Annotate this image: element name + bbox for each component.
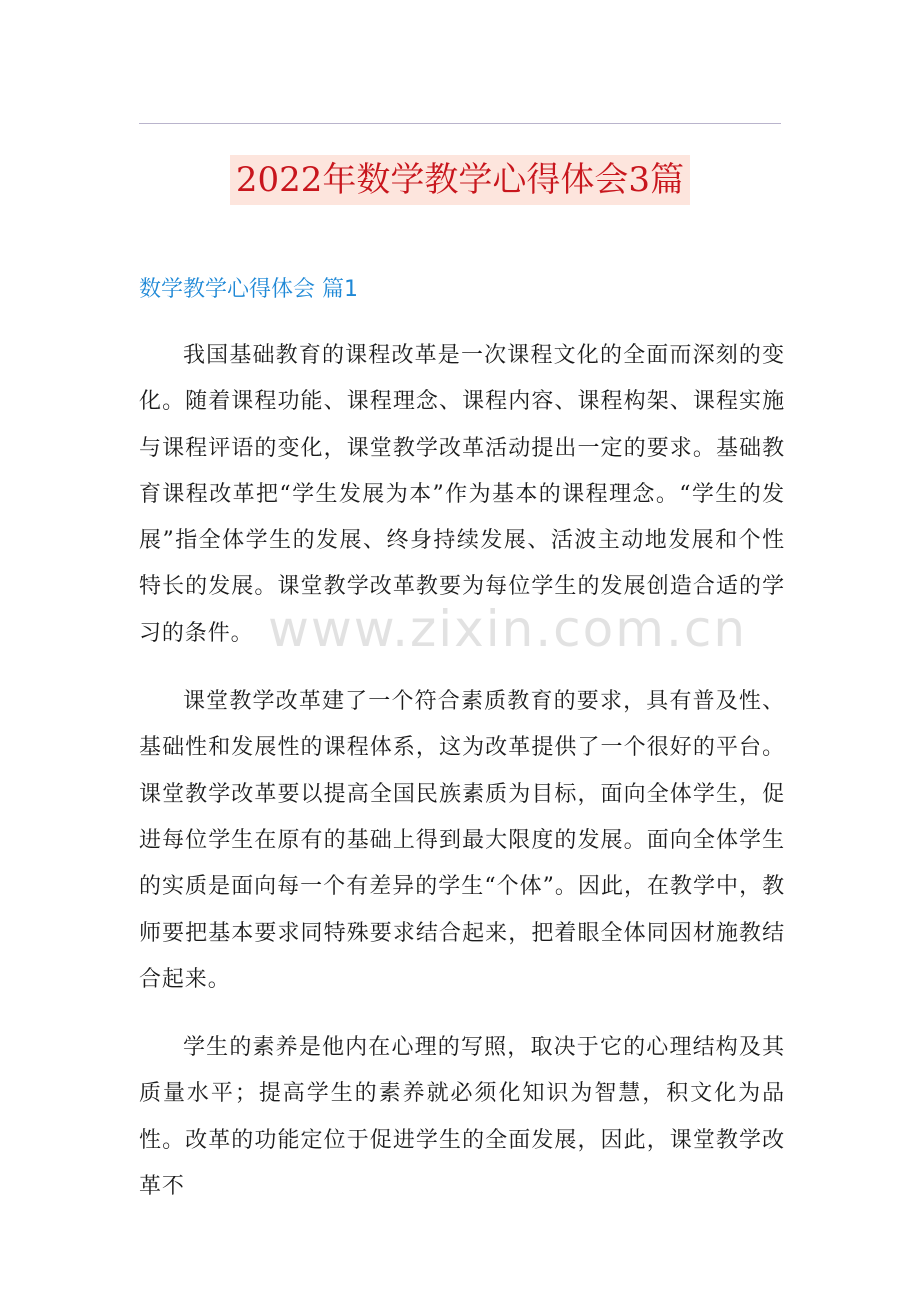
document-title: 2022年数学教学心得体会3篇 (230, 155, 690, 205)
paragraph-1: 我国基础教育的课程改革是一次课程文化的全面而深刻的变化。随着课程功能、课程理念、课程内容、课程构架、课程实施与课程评语的变化，课堂教学改革活动提出一定的要求。基础教育课程改革把“学生发展为本”作为基本的课程理念。“学生的发展”指全体学生的发展、终身持续发展、活波主动地发展和个性特长的发展。课堂教学改革教要为每位学生的发展创造合适的学习的条件。 (139, 343, 785, 646)
section-heading: 数学教学心得体会 篇1 (139, 277, 358, 302)
paragraph-3: 学生的素养是他内在心理的写照，取决于它的心理结构及其质量水平；提高学生的素养就必须化知识为智慧，积文化为品性。改革的功能定位于促进学生的全面发展，因此，课堂教学改革不 (139, 1035, 785, 1200)
paragraph-2: 课堂教学改革建了一个符合素质教育的要求，具有普及性、基础性和发展性的课程体系，这为改革提供了一个很好的平台。课堂教学改革要以提高全国民族素质为目标，面向全体学生，促进每位学生在原有的基础上得到最大限度的发展。面向全体学生的实质是面向每一个有差异的学生“个体”。因此，在教学中，教师要把基本要求同特殊要求结合起来，把着眼全体同因材施教结合起来。 (139, 689, 785, 992)
title-block (0, 155, 920, 205)
document-body (139, 333, 785, 1232)
top-rule (139, 123, 781, 124)
watermark: www.zixin.com.cn (268, 600, 748, 658)
